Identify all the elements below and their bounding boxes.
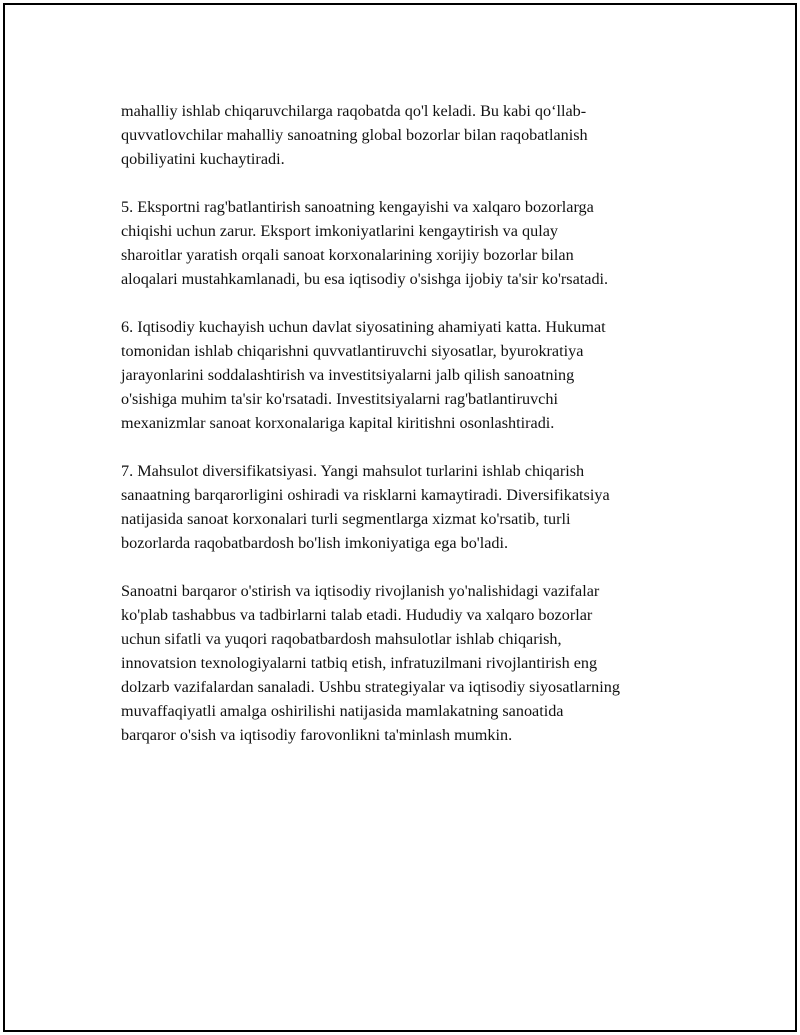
- paragraph-item-6: 6. Iqtisodiy kuchayish uchun davlat siyosatining ahamiyati katta. Hukumat tomonidan ishlab chiqarishni quvvatlantiruvchi siyosatlar, byurokratiya jarayonlarini soddalashtirish va investitsiyalarni jalb qilish sanoatning o'sishiga muhim ta'sir ko'rsatadi. Investitsiyalarni rag'batlantiruvchi mexanizmlar sanoat korxonalariga kapital kiritishni osonlashtiradi.: [121, 318, 606, 432]
- document-body: [121, 99, 691, 771]
- paragraph-item-5: 5. Eksportni rag'batlantirish sanoatning kengayishi va xalqaro bozorlarga chiqishi uchun zarur. Eksport imkoniyatlarini kengaytirish va qulay sharoitlar yaratish orqali sanoat korxonalarining xorijiy bozorlar bilan aloqalari mustahkamlanadi, bu esa iqtisodiy o'sishga ijobiy ta'sir ko'rsatadi.: [121, 198, 609, 288]
- page-frame: [3, 3, 797, 1032]
- paragraph-item-7: 7. Mahsulot diversifikatsiyasi. Yangi mahsulot turlarini ishlab chiqarish sanaatning barqarorligini oshiradi va risklarni kamaytiradi. Diversifikatsiya natijasida sanoat korxonalari turli segmentlarga xizmat ko'rsatib, turli bozorlarda raqobatbardosh bo'lish imkoniyatiga ega bo'ladi.: [121, 462, 610, 552]
- paragraph-conclusion: Sanoatni barqaror o'stirish va iqtisodiy rivojlanish yo'nalishidagi vazifalar ko'plab tashabbus va tadbirlarni talab etadi. Hududiy va xalqaro bozorlar uchun sifatli va yuqori raqobatbardosh mahsulotlar ishlab chiqarish, innovatsion texnologiyalarni tatbiq etish, infratuzilmani rivojlantirish eng dolzarb vazifalardan sanaladi. Ushbu strategiyalar va iqtisodiy siyosatlarning muvaffaqiyatli amalga oshirilishi natijasida mamlakatning sanoatida barqaror o'sish va iqtisodiy farovonlikni ta'minlash mumkin.: [121, 582, 620, 744]
- paragraph-continuation: mahalliy ishlab chiqaruvchilarga raqobatda qo'l keladi. Bu kabi qo‘llab- quvvatlovchilar mahalliy sanoatning global bozorlar bilan raqobatlanish qobiliyatini kuchaytiradi.: [121, 102, 588, 168]
